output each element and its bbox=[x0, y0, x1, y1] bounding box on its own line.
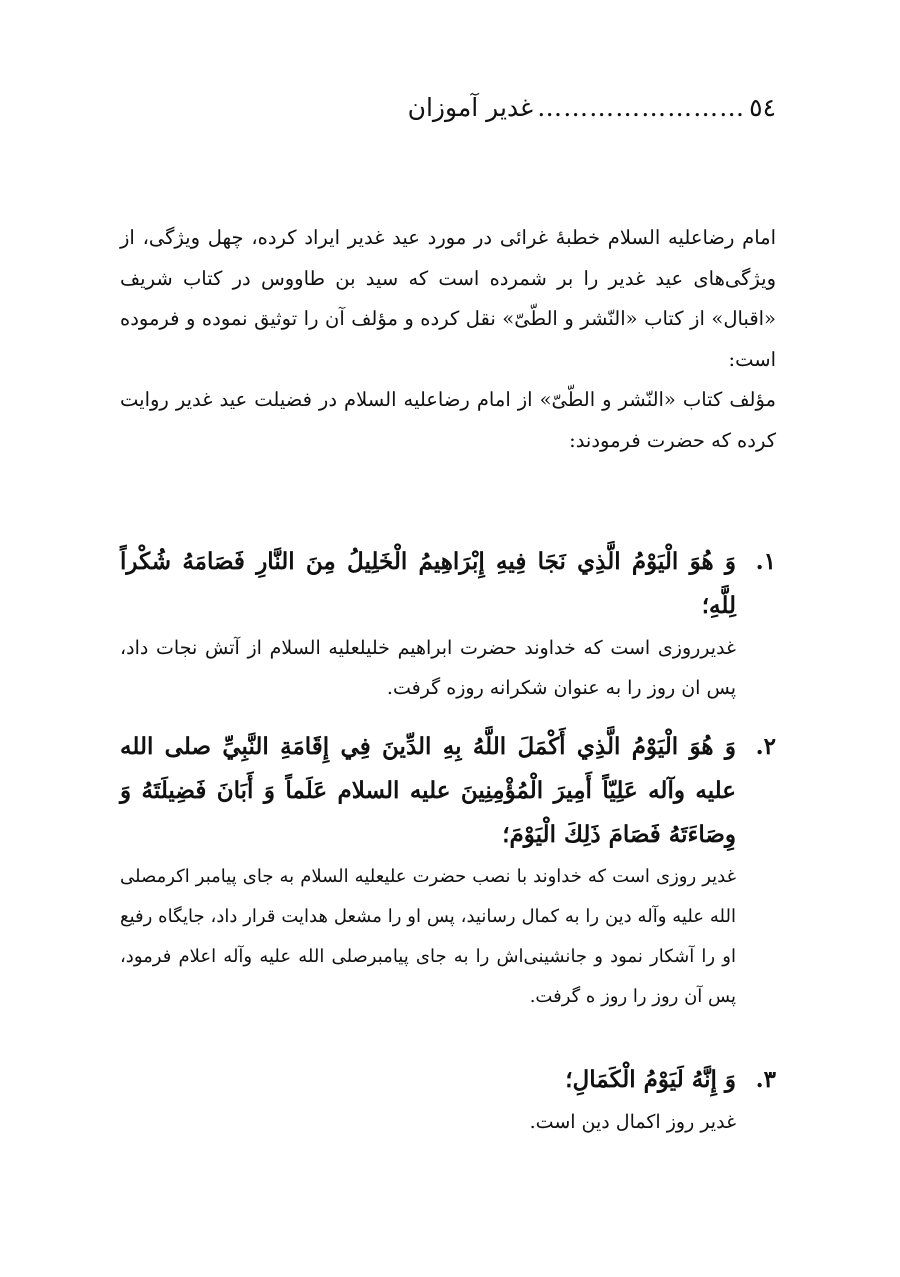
hadith-item-1 bbox=[120, 540, 776, 708]
hadith-item-2 bbox=[120, 725, 776, 1017]
item-number: ١. bbox=[755, 548, 776, 575]
arabic-quote bbox=[120, 1058, 776, 1102]
persian-translation: غدیر روزی است که خداوند با نصب حضرت علیعليه السلام به جای پیامبر اکرمصلى الله عليه وآله دین را به کمال رسانید، پس او را مشعل هدایت قرار داد، جایگاه رفیع او را آشکار نمود و جانشینی‌اش را به جای پیامبرصلى الله عليه وآله اعلام فرمود، پس آن روز را روز ه گرفت. bbox=[120, 866, 736, 1007]
persian-translation: غدیرروزی است که خداوند حضرت ابراهیم خلیلعليه السلام از آتش نجات داد، پس ان روز را به عنوان شکرانه روزه گرفت. bbox=[120, 637, 736, 699]
intro-paragraph-2: مؤلف کتاب «النّشر و الطّیّ» از امام رضاعليه السلام در فضیلت عید غدیر روایت کرده که حضرت فرمودند: bbox=[120, 388, 776, 452]
intro-text bbox=[120, 218, 776, 461]
item-number: ٣. bbox=[755, 1066, 776, 1093]
hadith-item-3 bbox=[120, 1058, 776, 1142]
persian-translation: غدیر روز اکمال دین است. bbox=[529, 1111, 736, 1133]
arabic-text: وَ هُوَ الْيَوْمُ الَّذِي نَجَا فِيهِ إِبْرَاهِيمُ الْخَلِيلُ مِنَ النَّارِ فَصَامَهُ شُكْراً لِلَّهِ؛ bbox=[120, 548, 736, 619]
header-dot-leader: …………………… bbox=[537, 93, 746, 122]
arabic-quote bbox=[120, 540, 776, 628]
book-title: غدیر آموزان bbox=[407, 93, 534, 122]
running-header bbox=[124, 88, 776, 128]
page-number: ٥٤ bbox=[749, 93, 776, 122]
item-number: ٢. bbox=[755, 733, 776, 760]
arabic-text: وَ هُوَ الْيَوْمُ الَّذِي أَكْمَلَ اللَّهُ بِهِ الدِّينَ فِي إِقَامَةِ النَّبِيِّ صلى الله عليه وآله عَلِيّاً أَمِيرَ الْمُؤْمِنِينَ عليه السلام عَلَماً وَ أَبَانَ فَضِيلَتَهُ وَ وِصَاءَتَهُ فَصَامَ ذَلِكَ الْيَوْمَ؛ bbox=[120, 733, 736, 848]
arabic-quote bbox=[120, 725, 776, 857]
arabic-text: وَ إِنَّهُ لَيَوْمُ الْكَمَالِ؛ bbox=[565, 1066, 736, 1093]
intro-paragraph-1: امام رضاعليه السلام خطبهٔ غرائی در مورد عید غدیر ایراد کرده، چهل ویژگی، از ویژگی‌های عید غدیر را بر شمرده است که سید بن طاووس در کتاب شریف «اقبال» از کتاب «النّشر و الطّیّ» نقل کرده و مؤلف آن را توثیق نموده و فرموده است: bbox=[120, 226, 776, 371]
